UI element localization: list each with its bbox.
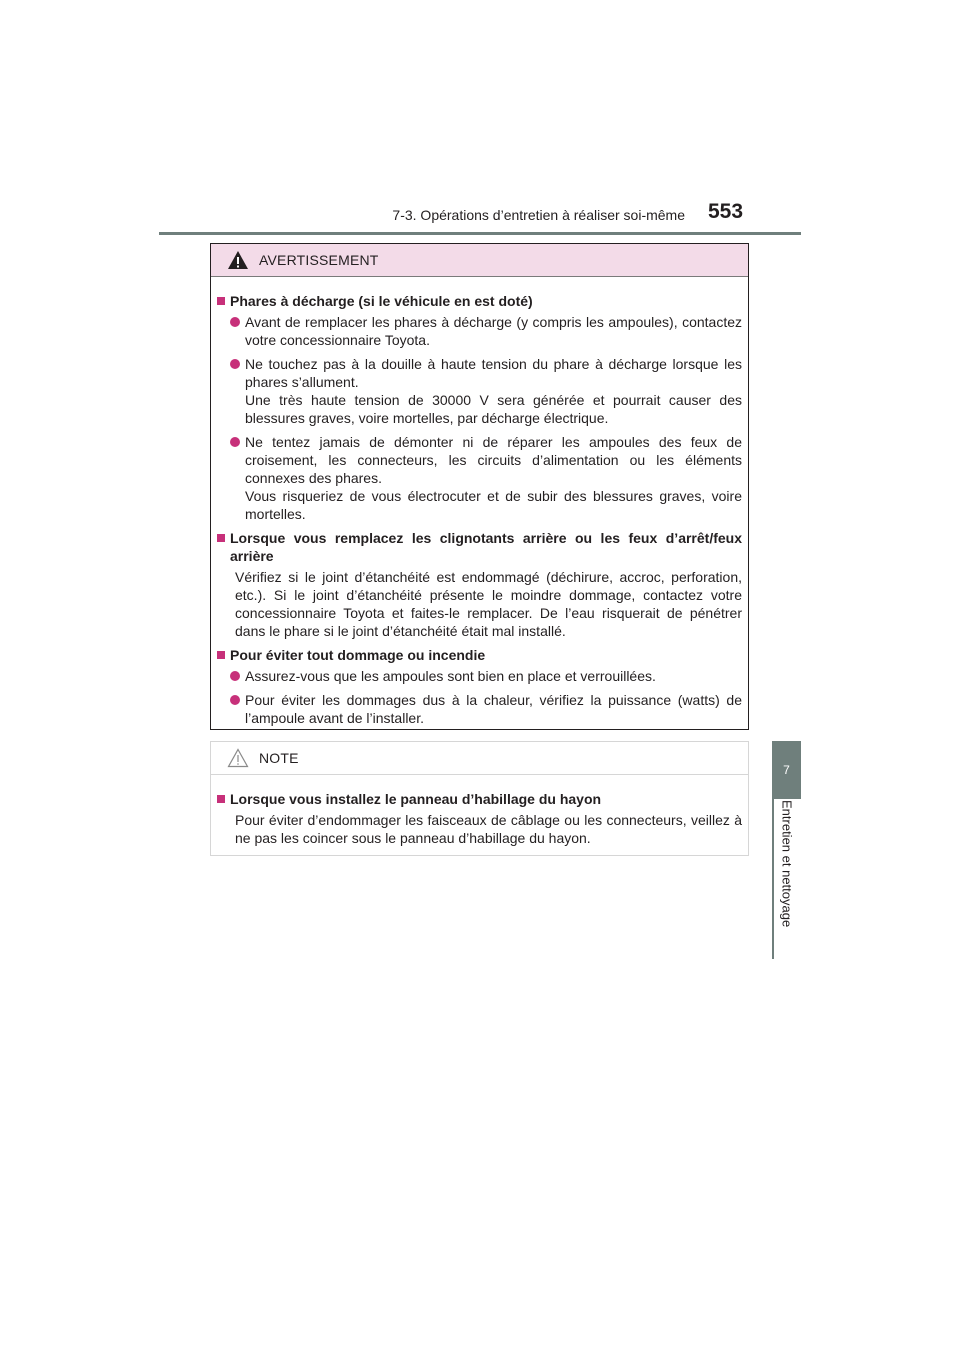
note-header — [211, 742, 748, 775]
round-bullet-icon — [230, 695, 240, 705]
warning-bullet: Ne touchez pas à la douille à haute tension du phare à décharge lorsque les phares s’allument. Une très haute tension de 30000 V sera générée et pourrait causer des blessures graves, voire mortelles, par décharge électrique. — [230, 355, 742, 427]
warning-triangle-icon — [227, 250, 249, 270]
square-bullet-icon — [217, 795, 225, 803]
note-paragraph: Pour éviter d’endommager les faisceaux de câblage ou les connecteurs, veillez à ne pas les coincer sous le panneau d’habillage du hayon. — [235, 812, 742, 846]
warning-bullet: Avant de remplacer les phares à décharge (y compris les ampoules), contactez votre concessionnaire Toyota. — [230, 313, 742, 349]
chapter-number: 7 — [783, 763, 790, 777]
note-box — [210, 741, 749, 856]
chapter-label: Entretien et nettoyage — [779, 800, 795, 928]
header-section-title: 7-3. Opérations d’entretien à réaliser soi-même — [392, 207, 685, 223]
note-title: NOTE — [259, 750, 299, 766]
header-rule — [159, 232, 801, 235]
chapter-tab-rule — [772, 799, 774, 959]
round-bullet-icon — [230, 671, 240, 681]
square-bullet-icon — [217, 297, 225, 305]
warning-body — [211, 277, 748, 727]
warning-box — [210, 243, 749, 730]
caution-triangle-icon — [227, 748, 249, 768]
page-number: 553 — [708, 200, 744, 223]
round-bullet-icon — [230, 317, 240, 327]
warning-title: AVERTISSEMENT — [259, 252, 379, 268]
warning-section-heading: Pour éviter tout dommage ou incendie — [217, 646, 742, 664]
warning-bullet: Pour éviter les dommages dus à la chaleur, vérifiez la puissance (watts) de l’ampoule avant de l’installer. — [230, 691, 742, 727]
warning-section-heading: Lorsque vous remplacez les clignotants arrière ou les feux d’arrêt/feux arrière — [217, 529, 742, 565]
warning-section-heading: Phares à décharge (si le véhicule en est doté) — [217, 292, 742, 310]
warning-header — [211, 244, 748, 277]
note-section-heading: Lorsque vous installez le panneau d’habillage du hayon — [217, 790, 742, 808]
warning-paragraph: Vérifiez si le joint d’étanchéité est endommagé (déchirure, accroc, perforation, etc.). Si le joint d’étanchéité présente le moindre dommage, contactez votre concessionnaire Toyota et faites-le remplacer. De l’eau risquerait de pénétrer dans le phare si le joint d’étanchéité était mal installé. — [235, 569, 742, 639]
chapter-tab — [772, 741, 801, 799]
square-bullet-icon — [217, 651, 225, 659]
note-body — [211, 775, 748, 847]
warning-bullet: Assurez-vous que les ampoules sont bien en place et verrouillées. — [230, 667, 742, 685]
warning-bullet: Ne tentez jamais de démonter ni de réparer les ampoules des feux de croisement, les connecteurs, les circuits d’alimentation ou les éléments connexes des phares. Vous risqueriez de vous électrocuter et de subir des blessures graves, voire mortelles. — [230, 433, 742, 523]
square-bullet-icon — [217, 534, 225, 542]
round-bullet-icon — [230, 359, 240, 369]
round-bullet-icon — [230, 437, 240, 447]
